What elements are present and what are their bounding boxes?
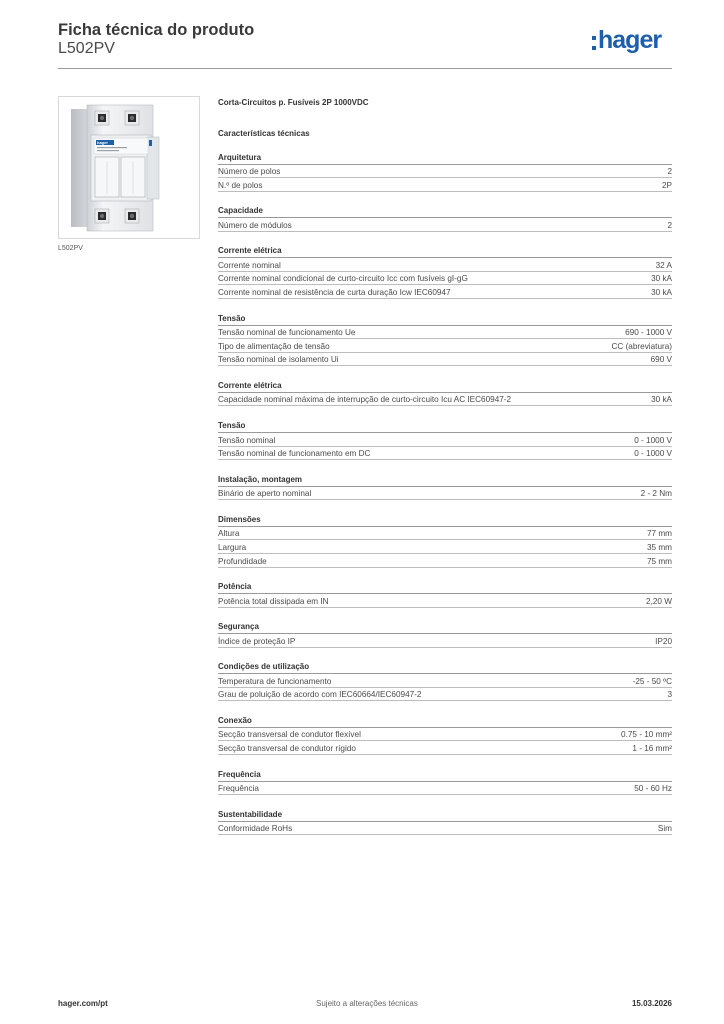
spec-label: Secção transversal de condutor rígido <box>218 744 356 754</box>
logo-dots-icon <box>592 36 596 50</box>
spec-value: 30 kA <box>651 395 672 405</box>
spec-sections <box>218 153 672 836</box>
spec-label: Tensão nominal de isolamento Ui <box>218 355 339 365</box>
spec-row <box>218 487 672 501</box>
spec-section <box>218 475 672 501</box>
spec-label: Tensão nominal de funcionamento Ue <box>218 328 356 338</box>
footer-website[interactable]: hager.com/pt <box>58 999 108 1008</box>
spec-label: Altura <box>218 529 240 539</box>
spec-section <box>218 206 672 232</box>
spec-section <box>218 515 672 568</box>
spec-row <box>218 165 672 179</box>
spec-value: 30 kA <box>651 274 672 284</box>
spec-row <box>218 688 672 702</box>
spec-label: Capacidade nominal máxima de interrupção de curto-circuito Icu AC IEC60947-2 <box>218 395 512 405</box>
footer-notice: Sujeito a alterações técnicas <box>316 999 418 1008</box>
spec-section <box>218 622 672 648</box>
spec-label: Grau de poluição de acordo com IEC60664/IEC60947-2 <box>218 690 422 700</box>
spec-value: 75 mm <box>646 556 672 566</box>
section-title: Segurança <box>218 622 672 634</box>
spec-label: Número de polos <box>218 167 281 177</box>
section-title: Sustentabilidade <box>218 810 672 822</box>
spec-label: Largura <box>218 542 247 552</box>
section-title: Potência <box>218 582 672 594</box>
section-title: Condições de utilização <box>218 662 672 674</box>
spec-row <box>218 741 672 755</box>
section-title: Instalação, montagem <box>218 475 672 487</box>
spec-label: Número de módulos <box>218 220 292 230</box>
spec-row <box>218 285 672 299</box>
spec-value: 77 mm <box>646 529 672 539</box>
spec-value: 50 - 60 Hz <box>634 784 672 794</box>
spec-value: CC (abreviatura) <box>611 341 672 351</box>
spec-row <box>218 540 672 554</box>
spec-value: 2P <box>661 180 672 190</box>
spec-value: 2 - 2 Nm <box>640 489 672 499</box>
product-image <box>58 96 200 239</box>
spec-value: 2,20 W <box>646 596 672 606</box>
spec-section <box>218 246 672 299</box>
spec-row <box>218 339 672 353</box>
spec-row <box>218 218 672 232</box>
spec-row <box>218 433 672 447</box>
spec-value: Sim <box>657 824 672 834</box>
spec-label: Tensão nominal de funcionamento em DC <box>218 449 371 459</box>
spec-row <box>218 782 672 796</box>
spec-label: Potência total dissipada em IN <box>218 596 329 606</box>
spec-value: 35 mm <box>646 542 672 552</box>
section-title: Conexão <box>218 716 672 728</box>
spec-label: Corrente nominal condicional de curto-circuito Icc com fusíveis gI-gG <box>218 274 468 284</box>
specs-heading: Características técnicas <box>218 129 310 138</box>
image-caption: L502PV <box>58 245 83 252</box>
spec-value: 690 V <box>650 355 672 365</box>
spec-label: Índice de proteção IP <box>218 636 296 646</box>
product-title: Corta-Circuitos p. Fusíveis 2P 1000VDC <box>218 98 369 107</box>
spec-value: -25 - 50 ºC <box>632 676 672 686</box>
section-title: Corrente elétrica <box>218 246 672 258</box>
spec-value: 1 - 16 mm² <box>632 744 672 754</box>
spec-row <box>218 353 672 367</box>
device-brand-label: hager <box>97 140 108 146</box>
header-divider <box>58 68 672 69</box>
spec-section <box>218 421 672 460</box>
section-title: Dimensões <box>218 515 672 527</box>
spec-content <box>218 98 672 835</box>
spec-value: 0 - 1000 V <box>634 435 672 445</box>
logo-text: hager <box>598 26 662 54</box>
spec-section <box>218 314 672 367</box>
spec-row <box>218 674 672 688</box>
spec-section <box>218 153 672 192</box>
fuse-holder-illustration <box>59 97 199 238</box>
spec-row <box>218 258 672 272</box>
page-title: Ficha técnica do produto <box>58 21 255 39</box>
section-title: Frequência <box>218 770 672 782</box>
spec-label: Frequência <box>218 784 259 794</box>
section-title: Capacidade <box>218 206 672 218</box>
section-title: Arquitetura <box>218 153 672 165</box>
hager-logo <box>592 28 661 53</box>
spec-row <box>218 393 672 407</box>
section-title: Tensão <box>218 314 672 326</box>
spec-value: 32 A <box>655 260 672 270</box>
spec-row <box>218 554 672 568</box>
spec-label: Tensão nominal <box>218 435 276 445</box>
spec-label: N.º de polos <box>218 180 263 190</box>
spec-section <box>218 716 672 755</box>
spec-section <box>218 770 672 796</box>
spec-value: 3 <box>667 690 672 700</box>
spec-label: Profundidade <box>218 556 267 566</box>
spec-value: 30 kA <box>651 288 672 298</box>
spec-row <box>218 447 672 461</box>
spec-label: Temperatura de funcionamento <box>218 676 332 686</box>
spec-row <box>218 634 672 648</box>
spec-row <box>218 326 672 340</box>
product-code: L502PV <box>58 40 115 57</box>
spec-row <box>218 272 672 286</box>
spec-section <box>218 381 672 407</box>
spec-value: IP20 <box>655 636 672 646</box>
spec-label: Corrente nominal <box>218 260 281 270</box>
section-title: Corrente elétrica <box>218 381 672 393</box>
section-title: Tensão <box>218 421 672 433</box>
spec-value: 2 <box>667 167 672 177</box>
spec-section <box>218 582 672 608</box>
spec-row <box>218 594 672 608</box>
spec-label: Secção transversal de condutor flexível <box>218 730 361 740</box>
spec-row <box>218 728 672 742</box>
footer-date: 15.03.2026 <box>631 999 672 1008</box>
spec-row <box>218 178 672 192</box>
spec-value: 690 - 1000 V <box>625 328 672 338</box>
spec-section <box>218 810 672 836</box>
spec-label: Tipo de alimentação de tensão <box>218 341 330 351</box>
spec-section <box>218 662 672 701</box>
spec-value: 2 <box>667 220 672 230</box>
spec-label: Conformidade RoHs <box>218 824 293 834</box>
spec-value: 0.75 - 10 mm² <box>621 730 672 740</box>
spec-label: Corrente nominal de resistência de curta duração Icw IEC60947 <box>218 288 451 298</box>
spec-label: Binário de aperto nominal <box>218 489 312 499</box>
spec-value: 0 - 1000 V <box>634 449 672 459</box>
spec-row <box>218 822 672 836</box>
spec-row <box>218 527 672 541</box>
